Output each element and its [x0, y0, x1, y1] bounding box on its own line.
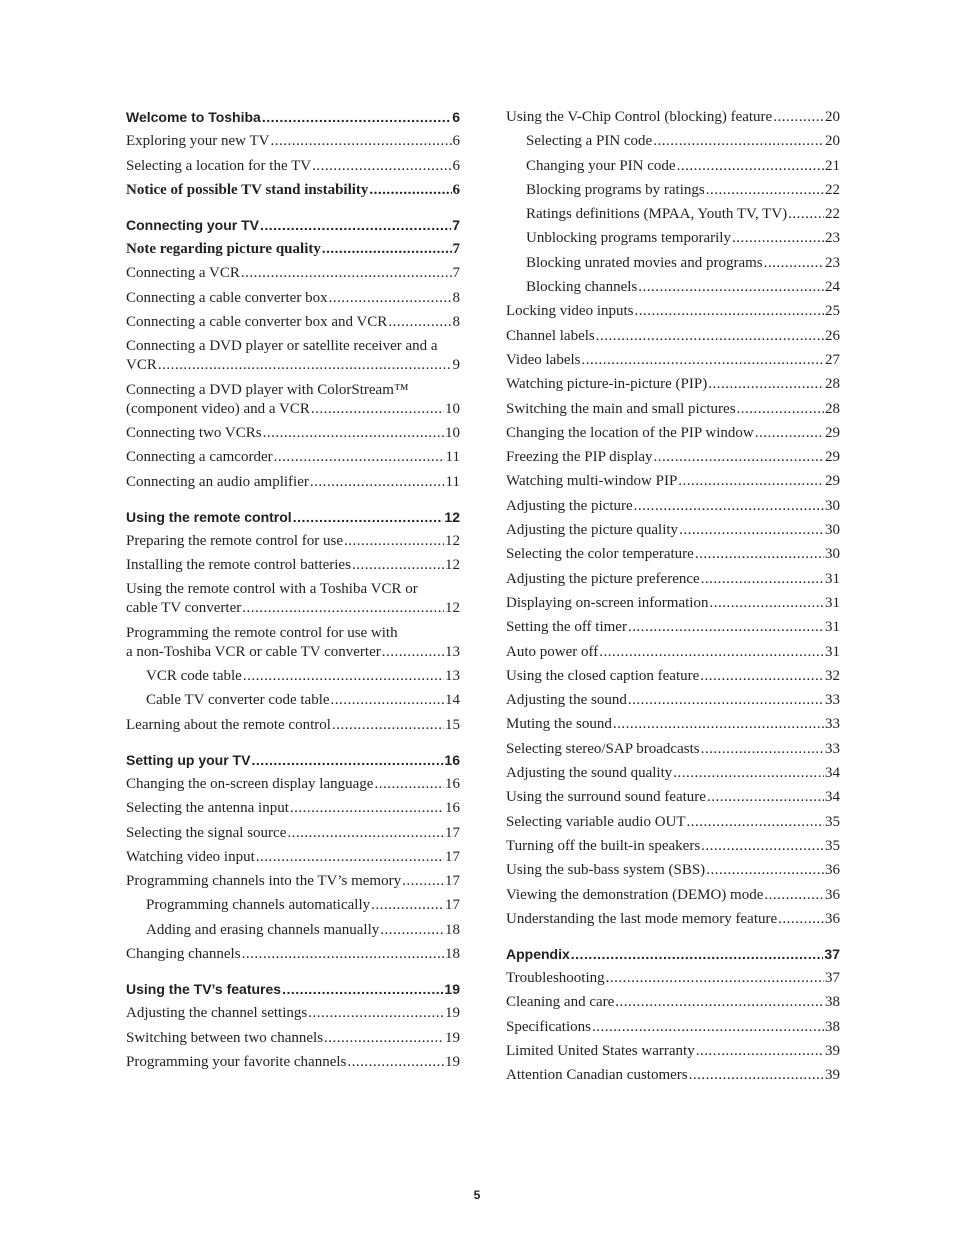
toc-entry[interactable]: Adjusting the channel settings ..... 19 [126, 1004, 460, 1023]
toc-section-setting-up[interactable]: Setting up your TV ..... 16 [126, 751, 460, 770]
toc-entry[interactable]: Viewing the demonstration (DEMO) mode ..... 36 [506, 886, 840, 905]
toc-entry[interactable]: Connecting a VCR ..... 7 [126, 264, 460, 283]
toc-entry[interactable]: Exploring your new TV ..... 6 [126, 132, 460, 151]
toc-left-column [126, 108, 460, 1077]
toc-entry[interactable]: Connecting an audio amplifier ..... 11 [126, 473, 460, 492]
toc-subentry[interactable]: Cable TV converter code table ..... 14 [126, 691, 460, 710]
toc-entry[interactable]: Attention Canadian customers ..... 39 [506, 1066, 840, 1085]
toc-section-features[interactable]: Using the TV’s features ..... 19 [126, 980, 460, 999]
toc-subentry[interactable]: Unblocking programs temporarily ..... 23 [506, 229, 840, 248]
toc-entry[interactable]: Freezing the PIP display ..... 29 [506, 448, 840, 467]
toc-subentry[interactable]: Blocking channels ..... 24 [506, 278, 840, 297]
toc-subentry[interactable]: Changing your PIN code ..... 21 [506, 157, 840, 176]
toc-entry[interactable]: Changing the location of the PIP window ..... 29 [506, 424, 840, 443]
toc-entry[interactable]: Using the closed caption feature ..... 32 [506, 667, 840, 686]
toc-entry[interactable]: Using the V-Chip Control (blocking) feature ..... 20 [506, 108, 840, 127]
toc-entry[interactable]: Connecting a cable converter box and VCR ..... 8 [126, 313, 460, 332]
toc-entry[interactable]: Selecting stereo/SAP broadcasts ..... 33 [506, 740, 840, 759]
toc-entry[interactable]: Channel labels ..... 26 [506, 327, 840, 346]
toc-section-appendix[interactable]: Appendix ..... 37 [506, 945, 840, 964]
toc-subentry[interactable]: Selecting a PIN code ..... 20 [506, 132, 840, 151]
toc-entry[interactable]: Connecting a DVD player or satellite receiver and a VCR ..... 9 [126, 337, 460, 375]
toc-entry[interactable]: Watching multi-window PIP ..... 29 [506, 472, 840, 491]
toc-entry[interactable]: Locking video inputs ..... 25 [506, 302, 840, 321]
toc-subentry[interactable]: Programming channels automatically ..... 17 [126, 896, 460, 915]
toc-entry[interactable]: Notice of possible TV stand instability ..... 6 [126, 181, 460, 200]
toc-entry[interactable]: Cleaning and care ..... 38 [506, 993, 840, 1012]
toc-entry[interactable]: Watching video input ..... 17 [126, 848, 460, 867]
toc-entry[interactable]: Preparing the remote control for use ..... 12 [126, 532, 460, 551]
toc-section-connecting[interactable]: Connecting your TV ..... 7 [126, 216, 460, 235]
page-number: 5 [473, 1188, 481, 1202]
toc-right-column [506, 108, 840, 1091]
toc-entry[interactable]: Video labels ..... 27 [506, 351, 840, 370]
toc-entry[interactable]: Changing channels ..... 18 [126, 945, 460, 964]
toc-entry[interactable]: Selecting the signal source ..... 17 [126, 824, 460, 843]
toc-entry[interactable]: Auto power off ..... 31 [506, 643, 840, 662]
toc-entry[interactable]: Learning about the remote control ..... 15 [126, 716, 460, 735]
toc-subentry[interactable]: Adding and erasing channels manually ..... 18 [126, 921, 460, 940]
toc-entry[interactable]: Displaying on-screen information ..... 31 [506, 594, 840, 613]
toc-entry[interactable]: Adjusting the picture quality ..... 30 [506, 521, 840, 540]
toc-entry[interactable]: Connecting a DVD player with ColorStream™ (component video) and a VCR ..... 10 [126, 381, 460, 419]
toc-entry[interactable]: Note regarding picture quality ..... 7 [126, 240, 460, 259]
toc-entry[interactable]: Connecting a camcorder ..... 11 [126, 448, 460, 467]
toc-entry[interactable]: Understanding the last mode memory feature ..... 36 [506, 910, 840, 929]
toc-subentry[interactable]: VCR code table ..... 13 [126, 667, 460, 686]
toc-entry[interactable]: Limited United States warranty ..... 39 [506, 1042, 840, 1061]
toc-entry[interactable]: Turning off the built-in speakers ..... 35 [506, 837, 840, 856]
toc-section-welcome[interactable]: Welcome to Toshiba ..... 6 [126, 108, 460, 127]
toc-entry[interactable]: Programming your favorite channels ..... 19 [126, 1053, 460, 1072]
toc-entry[interactable]: Using the sub-bass system (SBS) ..... 36 [506, 861, 840, 880]
toc-entry[interactable]: Setting the off timer ..... 31 [506, 618, 840, 637]
toc-entry[interactable]: Using the surround sound feature ..... 34 [506, 788, 840, 807]
toc-entry[interactable]: Changing the on-screen display language ..... 16 [126, 775, 460, 794]
toc-entry[interactable]: Programming the remote control for use with a non-Toshiba VCR or cable TV converter ..... 13 [126, 624, 460, 662]
toc-entry[interactable]: Selecting the antenna input ..... 16 [126, 799, 460, 818]
toc-entry[interactable]: Selecting a location for the TV ..... 6 [126, 157, 460, 176]
toc-entry[interactable]: Selecting variable audio OUT ..... 35 [506, 813, 840, 832]
toc-entry[interactable]: Connecting two VCRs ..... 10 [126, 424, 460, 443]
toc-entry[interactable]: Switching the main and small pictures ..... 28 [506, 400, 840, 419]
toc-entry[interactable]: Adjusting the sound quality ..... 34 [506, 764, 840, 783]
toc-entry[interactable]: Adjusting the sound ..... 33 [506, 691, 840, 710]
toc-subentry[interactable]: Blocking unrated movies and programs ..... 23 [506, 254, 840, 273]
toc-entry[interactable]: Adjusting the picture ..... 30 [506, 497, 840, 516]
toc-entry[interactable]: Installing the remote control batteries ..... 12 [126, 556, 460, 575]
toc-entry[interactable]: Selecting the color temperature ..... 30 [506, 545, 840, 564]
toc-subentry[interactable]: Blocking programs by ratings ..... 22 [506, 181, 840, 200]
toc-entry[interactable]: Switching between two channels ..... 19 [126, 1029, 460, 1048]
toc-entry[interactable]: Using the remote control with a Toshiba VCR or cable TV converter ..... 12 [126, 580, 460, 618]
toc-section-remote[interactable]: Using the remote control ..... 12 [126, 508, 460, 527]
toc-entry[interactable]: Programming channels into the TV’s memory ..... 17 [126, 872, 460, 891]
toc-entry[interactable]: Adjusting the picture preference ..... 31 [506, 570, 840, 589]
toc-entry[interactable]: Muting the sound ..... 33 [506, 715, 840, 734]
toc-entry[interactable]: Watching picture-in-picture (PIP) ..... 28 [506, 375, 840, 394]
toc-entry[interactable]: Troubleshooting ..... 37 [506, 969, 840, 988]
toc-entry[interactable]: Connecting a cable converter box ..... 8 [126, 289, 460, 308]
toc-subentry[interactable]: Ratings definitions (MPAA, Youth TV, TV) ..... 22 [506, 205, 840, 224]
toc-entry[interactable]: Specifications ..... 38 [506, 1018, 840, 1037]
